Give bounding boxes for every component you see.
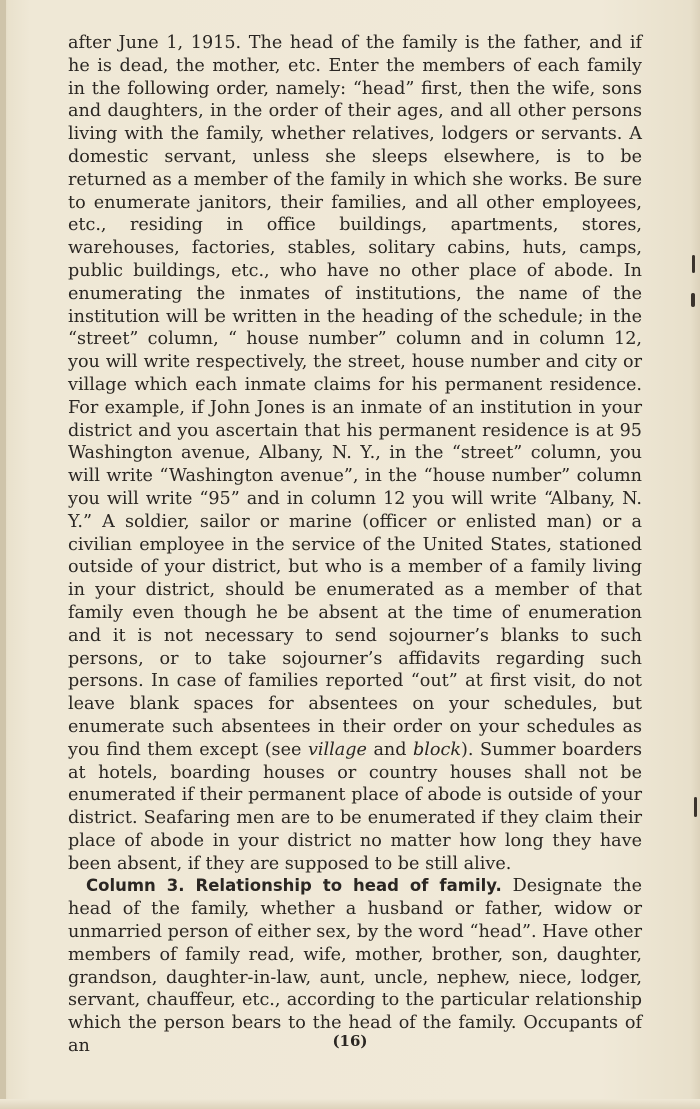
text-segment: ). Summer boarders at hotels, boarding houses or country houses shall not be enumerated if their permanent place of abode is outside of your district. Seafaring men are to be enumerated if they claim their place of abode in your district no matter how long they have been absent, if they are supposed to be still alive. (68, 739, 642, 874)
column-3-heading: Column 3. Relationship to head of family. (86, 876, 502, 896)
italic-term-village: village (307, 739, 367, 760)
ink-mark (692, 255, 695, 273)
text-segment: after June 1, 1915. The head of the family is the father, and if he is dead, the mother, etc. Enter the members of each family in the following order, namely: “head” first, then the wife, sons and daughters, in the order of their ages, and all other persons living with the family, whether relatives, lodgers or servants. A domestic servant, unless she sleeps elsewhere, is to be returned as a member of the family in which she works. Be sure to enumerate janitors, their families, and all other employees, etc., residing in office buildings, apartments, stores, warehouses, factories, stables, solitary cabins, huts, camps, public buildings, etc., who have no other place of abode. In enumerating the inmates of institutions, the name of the institution will be written in the heading of the schedule; in the “street” column, “ house number” column and in column 12, you will write respectively, the street, house number and city or village which each inmate claims for his permanent residence. For example, if John Jones is an inmate of an institution in your district and you ascertain that his permanent residence is at 95 Washington avenue, Albany, N. Y., in the “street” column, you will write “Washington avenue”, in the “house number” column you will write “95” and in column 12 you will write “Albany, N. Y.” A soldier, sailor or marine (officer or enlisted man) or a civilian employee in the service of the United States, stationed outside of your district, but who is a member of a family living in your district, should be enumerated as a member of that family even though he be absent at the time of enumeration and it is not necessary to send sojourner’s blanks to such persons, or to take sojourner’s affidavits regarding such persons. In case of families reported “out” at first visit, do not leave blank spaces for absentees on your schedules, but enumerate such absentees in their order on your schedules as you find them except (see (68, 33, 642, 760)
page-left-edge (0, 0, 6, 1109)
text-segment: and (366, 739, 414, 760)
text-segment: Designate the head of the family, whether a husband or father, widow or unmarried person of either sex, by the word “head”. Have other members of family read, wife, mother, brother, son, daughter, grandson, daughter-in-law, aunt, uncle, nephew, niece, lodger, servant, chauffeur, etc., according to the particular relationship which the person bears to the head of the family. Occupants of an (68, 876, 642, 1057)
body-text (68, 32, 642, 1058)
paragraph-enumeration-rules (68, 32, 642, 875)
italic-term-block: block (413, 739, 462, 760)
page-number: (16) (332, 1032, 368, 1050)
ink-mark (694, 797, 697, 817)
paragraph-column-3 (68, 875, 642, 1057)
ink-mark (691, 293, 695, 307)
page-bottom-edge (0, 1099, 700, 1109)
